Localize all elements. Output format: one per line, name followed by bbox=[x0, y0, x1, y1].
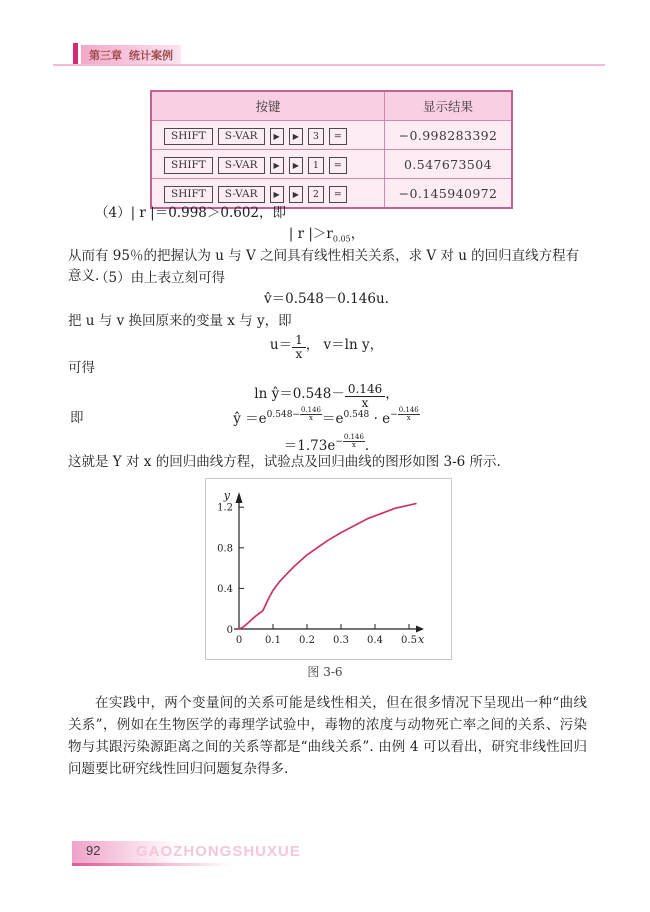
keys-cell bbox=[151, 121, 385, 150]
fraction-numerator: 1 bbox=[292, 334, 306, 348]
arrow-key-button: ▶ bbox=[289, 128, 303, 145]
yhat1-exponent2: 0.548 bbox=[343, 410, 370, 420]
fraction-denominator: x bbox=[361, 396, 369, 410]
yhat2-exp-den: x bbox=[351, 440, 356, 449]
fraction-1-over-x bbox=[292, 334, 306, 360]
formula-vhat: v̂＝0.548－0.146u. bbox=[264, 291, 389, 307]
arrow-key-button: ▶ bbox=[289, 186, 303, 203]
step4-line: （4）| r |＝0.998＞0.602，即 bbox=[95, 205, 287, 221]
calculator-key-button: S-VAR bbox=[218, 186, 265, 203]
yhat1-exponent3 bbox=[390, 405, 420, 422]
footer-underline bbox=[72, 863, 232, 866]
table-row bbox=[151, 121, 512, 150]
calculator-key-button: = bbox=[329, 157, 347, 174]
formula-r-lhs: | r |＞r bbox=[288, 226, 333, 242]
lny-pre: ln ŷ＝0.548－ bbox=[254, 386, 345, 402]
calculator-key-button: 3 bbox=[308, 128, 324, 145]
exp3-num: 0.146 bbox=[398, 405, 419, 414]
svg-text:0: 0 bbox=[235, 635, 243, 646]
calculator-key-button: = bbox=[329, 128, 347, 145]
step5-line: （5）由上表立刻可得 bbox=[95, 270, 226, 286]
column-header-keys: 按键 bbox=[151, 91, 385, 121]
yhat2-exp-fraction bbox=[343, 434, 365, 449]
result-cell: −0.998283392 bbox=[385, 121, 513, 150]
chapter-number: 第三章 bbox=[89, 48, 122, 62]
calculator-key-button: = bbox=[329, 186, 347, 203]
svg-text:0: 0 bbox=[226, 625, 233, 636]
formula-yhat-line1 bbox=[68, 404, 585, 431]
yhat1-p1: ŷ ＝e bbox=[233, 411, 267, 427]
uv-pre: u＝ bbox=[269, 337, 293, 353]
calculator-key-button: SHIFT bbox=[164, 186, 213, 203]
calculator-key-button: SHIFT bbox=[164, 157, 213, 174]
arrow-key-button: ▶ bbox=[270, 128, 284, 145]
svg-text:0.8: 0.8 bbox=[217, 543, 233, 555]
lny-tail: ， bbox=[385, 386, 399, 402]
svg-text:0.1: 0.1 bbox=[265, 635, 281, 646]
uv-post: ， v＝ln y， bbox=[305, 337, 384, 353]
yhat2-exp-pre: − bbox=[335, 437, 343, 447]
yhat2-tail: . bbox=[364, 438, 370, 454]
ji-label: 即 bbox=[70, 410, 84, 426]
yhat1-p2: ＝e bbox=[322, 411, 344, 427]
calculator-key-button: S-VAR bbox=[218, 157, 265, 174]
calculator-key-button: S-VAR bbox=[218, 128, 265, 145]
conclusion-line: 这就是 Y 对 x 的回归曲线方程，试验点及回归曲线的图形如图 3-6 所示. bbox=[68, 454, 501, 470]
formula-uv bbox=[68, 329, 585, 361]
exp1-fraction bbox=[300, 407, 322, 422]
regression-curve-chart bbox=[205, 478, 452, 660]
svg-text:x: x bbox=[418, 633, 425, 646]
arrow-key-button: ▶ bbox=[270, 157, 284, 174]
svg-text:0.5: 0.5 bbox=[401, 635, 417, 646]
arrow-key-button: ▶ bbox=[270, 186, 284, 203]
calculator-steps-table bbox=[150, 90, 513, 209]
svg-text:0.4: 0.4 bbox=[367, 635, 383, 646]
page-number: 92 bbox=[86, 843, 101, 858]
figure-caption: 图 3-6 bbox=[307, 665, 343, 679]
yhat1-exponent1 bbox=[266, 405, 322, 422]
table-header-row bbox=[151, 91, 512, 121]
calculator-key-button: SHIFT bbox=[164, 128, 213, 145]
svg-text:y: y bbox=[223, 489, 230, 502]
kede-line: 可得 bbox=[68, 360, 95, 376]
yhat2-p1: ＝1.73e bbox=[283, 438, 336, 454]
chapter-accent-bar bbox=[73, 43, 78, 65]
chapter-banner bbox=[81, 45, 181, 64]
column-header-result: 显示结果 bbox=[385, 91, 513, 121]
calculator-key-button: 2 bbox=[308, 186, 324, 203]
exp3-den: x bbox=[406, 413, 411, 422]
calculator-key-button: 1 bbox=[308, 157, 324, 174]
fraction-numerator: 0.146 bbox=[345, 383, 385, 397]
svg-text:0.3: 0.3 bbox=[333, 635, 349, 646]
body-paragraph: 在实践中，两个变量间的关系可能是线性相关，但在很多情况下呈现出一种“曲线关系”，例如在生物医学的毒理学试验中，毒物的浓度与动物死亡率之间的关系、污染物与其跟污染源距离之间的关系等都是“曲线关系”. 由例 4 可以看出，研究非线性回归问题要比研究线性回归问题复杂得多. bbox=[68, 695, 587, 777]
confidence-line: 从而有 95％的把握认为 u 与 V 之间具有线性相关关系，求 V 对 u 的回归直线方程有意义. bbox=[68, 248, 580, 284]
svg-text:0.2: 0.2 bbox=[299, 635, 315, 646]
fraction-denominator: x bbox=[295, 347, 303, 361]
chapter-title: 统计案例 bbox=[129, 48, 173, 62]
result-cell: −0.145940972 bbox=[385, 179, 513, 209]
yhat2-exp-num: 0.146 bbox=[343, 432, 364, 441]
formula-r-sub: 0.05 bbox=[332, 234, 351, 244]
yhat1-p3: · e bbox=[369, 411, 391, 427]
substitute-line: 把 u 与 v 换回原来的变量 x 与 y，即 bbox=[68, 313, 292, 329]
exp3-fraction bbox=[398, 407, 420, 422]
yhat-derivation bbox=[68, 404, 585, 458]
keys-cell bbox=[151, 150, 385, 179]
exp1-pre: 0.548− bbox=[266, 410, 300, 420]
exp1-num: 0.146 bbox=[300, 405, 322, 414]
chart-canvas bbox=[206, 479, 449, 657]
result-cell: 0.547673504 bbox=[385, 150, 513, 179]
exp1-den: x bbox=[309, 413, 313, 422]
exp3-pre: − bbox=[390, 410, 398, 420]
table-row bbox=[151, 150, 512, 179]
svg-text:1.2: 1.2 bbox=[217, 502, 233, 514]
formula-r-tail: ， bbox=[350, 226, 365, 242]
yhat2-exponent bbox=[335, 432, 365, 449]
header-rule bbox=[53, 64, 605, 66]
arrow-key-button: ▶ bbox=[289, 157, 303, 174]
footer-watermark: GAOZHONGSHUXUE bbox=[136, 843, 301, 860]
svg-text:0.4: 0.4 bbox=[217, 583, 233, 595]
